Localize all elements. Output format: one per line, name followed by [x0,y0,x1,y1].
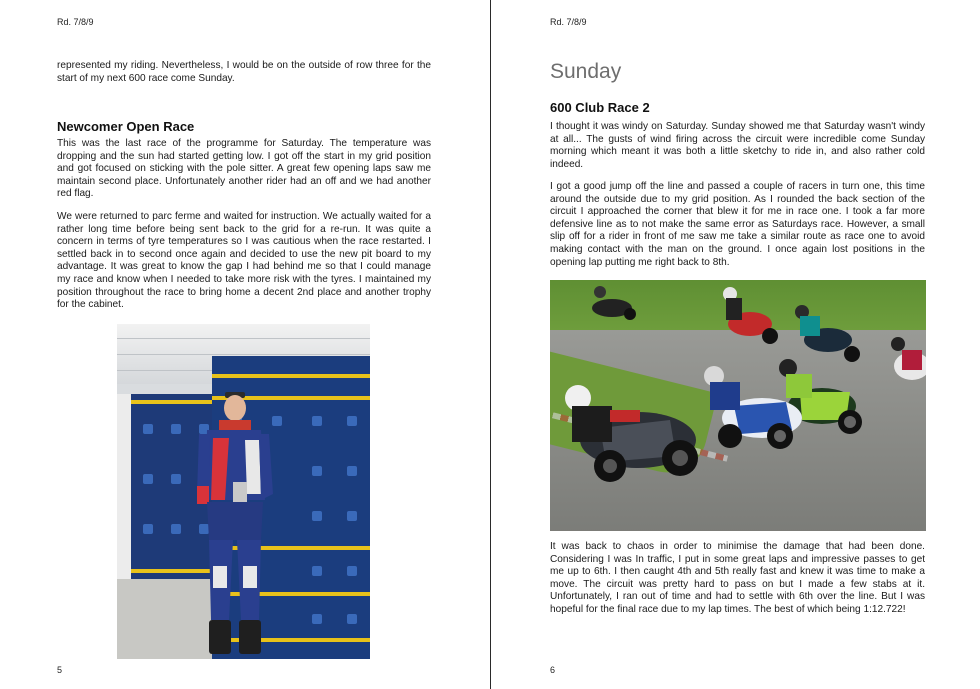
body-paragraph-2: I got a good jump off the line and passed a couple of racers in turn one, this time around the outside due to my grid position. As I rounded the back section of the circuit I approached the corner that blew it for me in race one. I took a far more defensive line as to not make the same error as Saturdays race. However, a small slip off for a rider in front of me saw me take a similar route as race one to avoid making contact with the man on the ground. I once again lost positions in the opening lap putting me right back to 8th. [550,181,925,268]
podium-photo [117,324,370,659]
page-number: 5 [57,665,63,675]
race-photo [550,280,926,531]
page-header: Rd. 7/8/9 [57,17,94,27]
body-paragraph-1: This was the last race of the programme for Saturday. The temperature was dropping and the sun had started getting low. I got off the start in my grid position and got focused on sticking with the pole sitter. A great few opening laps saw me maintain second place. Unfortunately another rider had an off and we had another red flag. [57,138,431,200]
bike-lead [565,385,698,482]
page-number: 6 [550,665,556,675]
day-heading: Sunday [550,60,622,83]
bike-red-top [723,287,778,344]
bike-teal-top [795,305,860,362]
body-paragraph-1: I thought it was windy on Saturday. Sunday showed me that Saturday wasn't windy at all... The gusts of wind firing across the circuit were incredible come Sunday morning which meant it was both a little sketchy to ride in, and also rather cold indeed. [550,121,925,170]
bike-edge-right [891,337,926,380]
section-heading: Newcomer Open Race [57,119,195,134]
rider-with-trophy [189,390,279,659]
body-paragraph-3: It was back to chaos in order to minimise the damage that had been done. Considering I was In traffic, I put in some great laps and impressive passes to get me up to 6th. I then caught 4th and 5th really fast and knew it was time to make a move. The circuit was pretty hard to pass on but I made a few stabs at it. Unfortunately, I ran out of time and had to settle with 6th over the line. But I was hopeful for the final race due to my lap times. The best of which being 1:12.722! [550,541,925,615]
racing-motorcycles [550,280,926,531]
body-paragraph-2: We were returned to parc ferme and waited for instruction. We actually waited for a rather long time before being sent back to the grid for a re-run. It was quite a concern in terms of tyre temperatures so I was cautious when the race restarted. I settled back in to second once again and decided to use the new pit board to my advantage. It was great to know the gap I had behind me so that I could manage my race and know when I needed to take more risk with the tyres. I maintained my position throughout the race to bring home a decent 2nd place and another trophy for the cabinet. [57,211,431,311]
section-heading: 600 Club Race 2 [550,100,650,115]
page-header: Rd. 7/8/9 [550,17,587,27]
intro-paragraph: represented my riding. Nevertheless, I would be on the outside of row three for the start of my next 600 race come Sunday. [57,60,431,84]
bike-far-left [592,286,636,320]
